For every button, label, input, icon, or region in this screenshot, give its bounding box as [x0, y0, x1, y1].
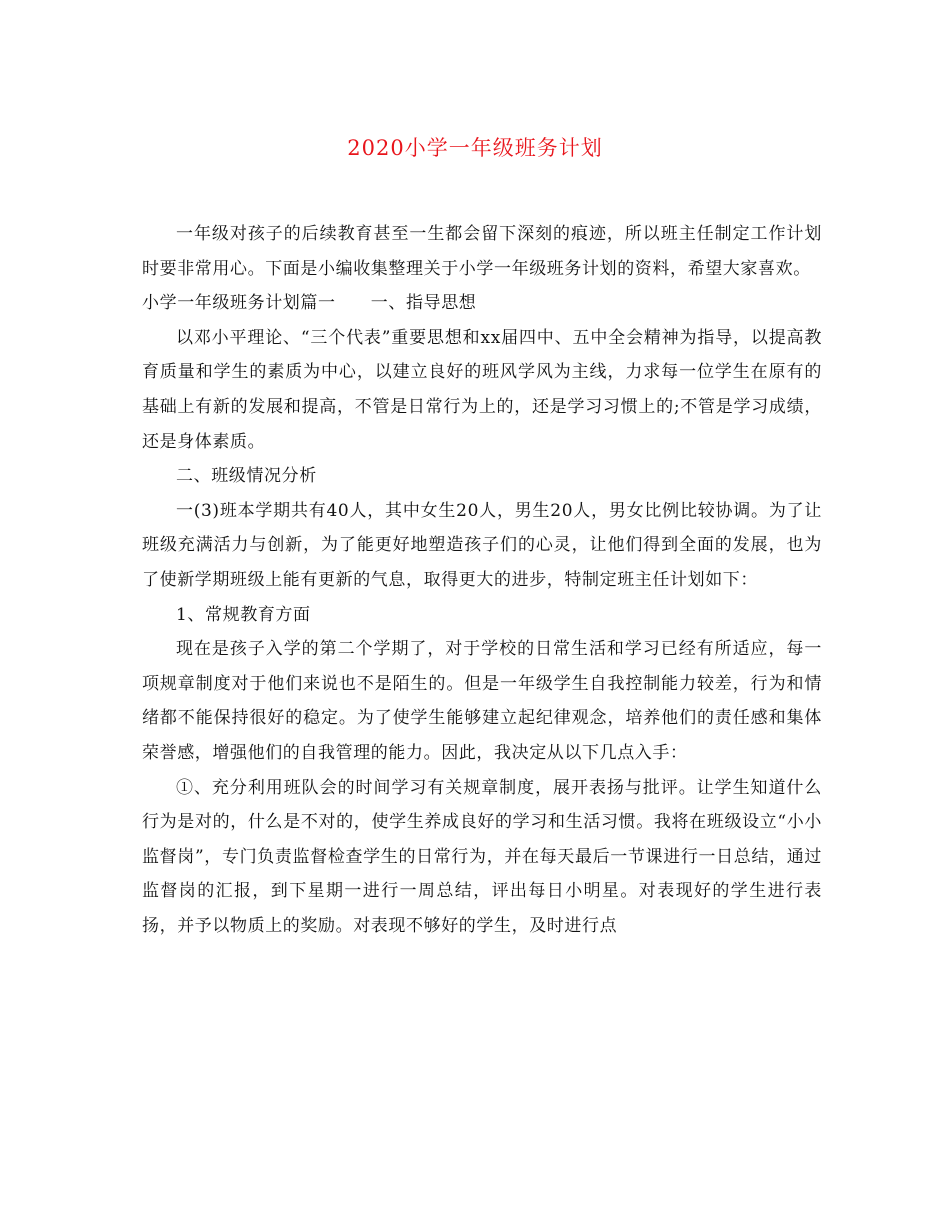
section-heading-class-analysis: 二、班级情况分析 [176, 466, 317, 487]
section-heading-routine-education: 1、常规教育方面 [176, 604, 311, 625]
document-title: 2020小学一年级班务计划 [347, 136, 603, 160]
paragraph-item-one: ①、充分利用班队会的时间学习有关规章制度，展开表扬与批评。让学生知道什么行为是对的，什么是不对的，使学生养成良好的学习和生活习惯。我将在班级设立“小小监督岗”，专门负责监督检查学生的日常行为，并在每天最后一节课进行一日总结，通过监督岗的汇报，到下星期一进行一周总结，评出每日小明星。对表现好的学生进行表扬，并予以物质上的奖励。对表现不够好的学生，及时进行点 [142, 777, 822, 936]
paragraph-routine-education: 现在是孩子入学的第二个学期了，对于学校的日常生活和学习已经有所适应，每一项规章制度对于他们来说也不是陌生的。但是一年级学生自我控制能力较差，行为和情绪都不能保持很好的稳定。为了使学生能够建立起纪律观念，培养他们的责任感和集体荣誉感，增强他们的自我管理的能力。因此，我决定从以下几点入手： [142, 639, 822, 763]
paragraph-guiding-thought: 以邓小平理论、“三个代表”重要思想和xx届四中、五中全会精神为指导，以提高教育质量和学生的素质为中心，以建立良好的班风学风为主线，力求每一位学生在原有的基础上有新的发展和提高，不管是日常行为上的，还是学习习惯上的;不管是学习成绩，还是身体素质。 [142, 327, 822, 452]
document-body [142, 217, 822, 943]
section-heading-plan-one: 小学一年级班务计划篇一 一、指导思想 [142, 293, 477, 314]
paragraph-class-analysis: 一(3)班本学期共有40人，其中女生20人，男生20人，男女比例比较协调。为了让班级充满活力与创新，为了能更好地塑造孩子们的心灵，让他们得到全面的发展，也为了使新学期班级上能有更新的气息，取得更大的进步，特制定班主任计划如下： [142, 500, 822, 590]
paragraph-intro: 一年级对孩子的后续教育甚至一生都会留下深刻的痕迹，所以班主任制定工作计划时要非常用心。下面是小编收集整理关于小学一年级班务计划的资料，希望大家喜欢。 [142, 224, 822, 279]
